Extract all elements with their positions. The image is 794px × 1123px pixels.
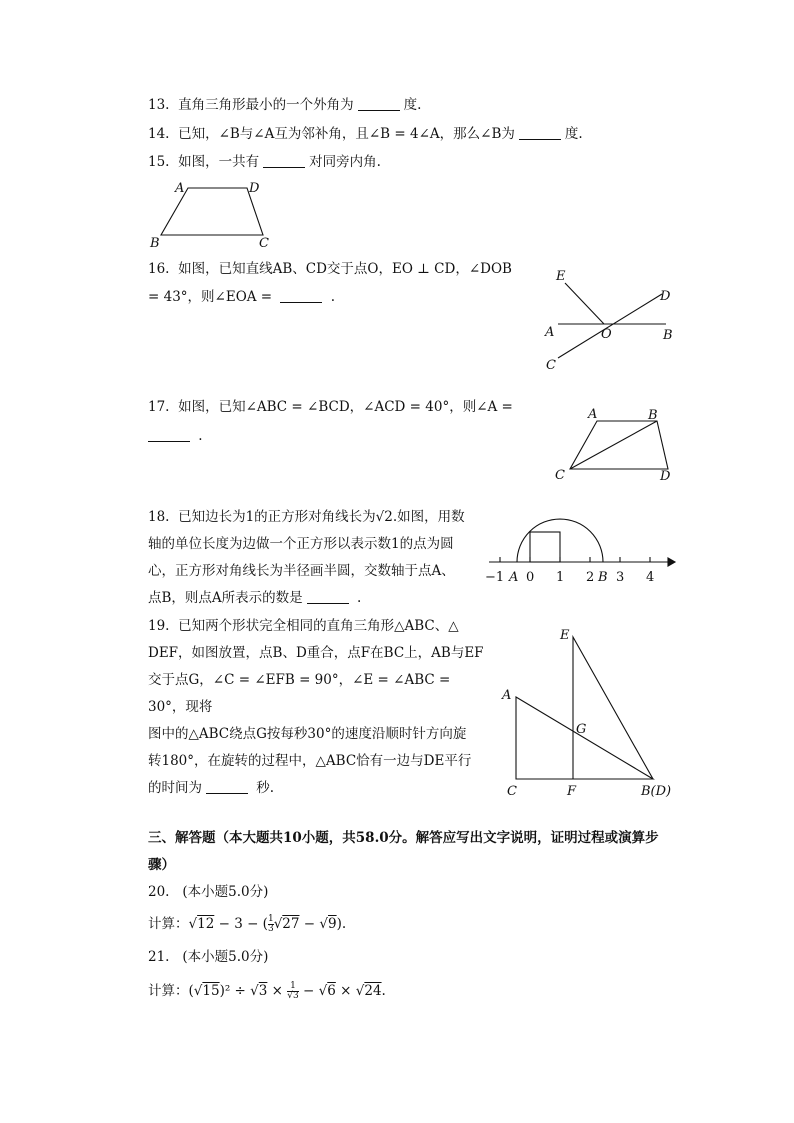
label-c: C: [507, 784, 517, 799]
question-number: 17.: [148, 399, 170, 415]
tick-label-neg1: −1: [485, 570, 505, 585]
label-g: G: [576, 722, 587, 737]
triangle-def: [573, 637, 653, 779]
question-21-header: [148, 947, 268, 967]
question-text: 如图，已知直线AB、CD交于点O，EO ⊥ CD，∠DOB: [178, 261, 512, 277]
line-cd: [558, 294, 662, 358]
label-b: B: [663, 328, 673, 343]
question-13: [148, 95, 421, 115]
question-text-end: .: [198, 428, 203, 444]
question-16-line2: [148, 287, 335, 307]
question-text: 已知边长为1的正方形对角线长为√2.如图，用数: [178, 509, 465, 525]
calc-label: 计算：: [148, 983, 189, 999]
label-c: C: [259, 236, 269, 251]
label-a: A: [175, 181, 185, 196]
question-number: 15.: [148, 154, 170, 170]
question-19-line3: 交于点G，∠C = ∠EFB = 90°，∠E = ∠ABC = 30°，现将: [148, 672, 451, 715]
figure-17-quadrilateral: [550, 402, 680, 484]
answer-blank[interactable]: [206, 779, 248, 794]
question-number: 14.: [148, 126, 170, 142]
tick-label-3: 3: [616, 570, 625, 585]
line-eo: [565, 283, 604, 324]
question-17-line2: [148, 426, 203, 446]
answer-blank[interactable]: [307, 589, 349, 604]
question-text-end: 度.: [403, 97, 422, 113]
label-d: D: [660, 469, 671, 484]
question-19-line4: 图中的△ABC绕点G按每秒30°的速度沿顺时针方向旋: [148, 726, 467, 742]
question-text: 的时间为: [148, 780, 202, 796]
math-expr: (√15)² ÷ √3 × $\frac{1}{√3}$ − √6 × √24.: [188, 981, 386, 1001]
question-19-line1: [148, 613, 488, 640]
section-3-header: [148, 825, 688, 879]
question-text: 已知两个形状完全相同的直角三角形△ABC、△: [178, 618, 459, 634]
label-f: F: [567, 784, 577, 799]
label-a: A: [588, 407, 598, 422]
label-b: B: [648, 408, 658, 423]
question-score: (本小题5.0分): [182, 949, 269, 965]
question-number: 18.: [148, 509, 170, 525]
unit-square: [530, 532, 560, 562]
label-d: D: [249, 181, 260, 196]
math-expr: √12 − 3 − ( $\frac{1}{3}$ √27 − √9).: [188, 914, 347, 934]
tick-label-0: 0: [526, 570, 535, 585]
question-number: 19.: [148, 618, 170, 634]
question-17: [148, 397, 513, 417]
label-d: D: [660, 289, 671, 304]
question-text: 直角三角形最小的一个外角为: [178, 97, 354, 113]
label-b: B: [150, 236, 160, 251]
question-number: 13.: [148, 97, 170, 113]
answer-blank[interactable]: [280, 288, 322, 303]
question-14: [148, 124, 583, 144]
tick-label-1: 1: [556, 570, 565, 585]
label-c: C: [555, 468, 565, 483]
label-a: A: [509, 570, 519, 585]
question-21-expression: [148, 981, 386, 1001]
question-text: 如图，一共有: [178, 154, 260, 170]
question-18-line4: [148, 585, 488, 612]
question-19-line6: [148, 775, 488, 802]
question-number: 16.: [148, 261, 170, 277]
tick-label-4: 4: [646, 570, 655, 585]
question-number: 20.: [148, 884, 170, 900]
label-e: E: [560, 628, 570, 643]
tick-label-2: 2: [586, 570, 595, 585]
question-18-line2: 轴的单位长度为边做一个正方形以表示数1的点为圆: [148, 536, 454, 552]
question-text: 已知，∠B与∠A互为邻补角，且∠B = 4∠A，那么∠B为: [178, 126, 515, 142]
figure-18-number-line: [484, 510, 679, 588]
question-18-line3: 心，正方形对角线长为半径画半圆，交数轴于点A、: [148, 563, 455, 579]
answer-blank[interactable]: [519, 125, 561, 140]
question-score: (本小题5.0分): [182, 884, 269, 900]
label-a: A: [502, 688, 512, 703]
label-o: O: [601, 327, 612, 342]
question-18-line1: [148, 504, 488, 531]
question-text-end: 秒.: [256, 780, 275, 796]
question-19-line5: 转180°，在旋转的过程中，△ABC恰有一边与DE平行: [148, 753, 472, 769]
question-15: [148, 152, 381, 172]
calc-label: 计算：: [148, 916, 189, 932]
label-e: E: [556, 269, 566, 284]
question-18: [148, 504, 488, 612]
question-text-end: 度.: [564, 126, 583, 142]
answer-blank[interactable]: [263, 153, 305, 168]
question-text-end: .: [356, 590, 362, 606]
label-a: A: [545, 325, 555, 340]
section-3-line2: 骤）: [148, 857, 175, 873]
label-b: B: [598, 570, 608, 585]
question-text: = 43°，则∠EOA =: [148, 289, 273, 305]
quad-abdc: [570, 421, 668, 469]
axis-arrow: [668, 558, 675, 566]
figure-19-triangles: [495, 622, 685, 804]
question-text: 点B，则点A所表示的数是: [148, 590, 303, 606]
answer-blank[interactable]: [358, 96, 400, 111]
question-20-header: [148, 882, 268, 902]
question-16: [148, 259, 512, 279]
label-bd: B(D): [641, 784, 672, 799]
figure-16-lines: [540, 265, 680, 375]
question-text: 如图，已知∠ABC = ∠BCD，∠ACD = 40°，则∠A =: [178, 399, 513, 415]
question-text-end: 对同旁内角.: [309, 154, 381, 170]
question-20-expression: [148, 914, 346, 934]
question-text-end: .: [330, 289, 336, 305]
triangle-abc: [516, 697, 653, 779]
answer-blank[interactable]: [148, 427, 190, 442]
figure-15-trapezoid: [145, 178, 280, 250]
label-c: C: [546, 358, 556, 373]
section-3-line1: 三、解答题（本大题共10小题，共58.0分。解答应写出文字说明，证明过程或演算步: [148, 830, 659, 846]
question-number: 21.: [148, 949, 170, 965]
question-19: [148, 613, 488, 802]
question-19-line2: DEF，如图放置，点B、D重合，点F在BC上，AB与EF: [148, 645, 484, 661]
